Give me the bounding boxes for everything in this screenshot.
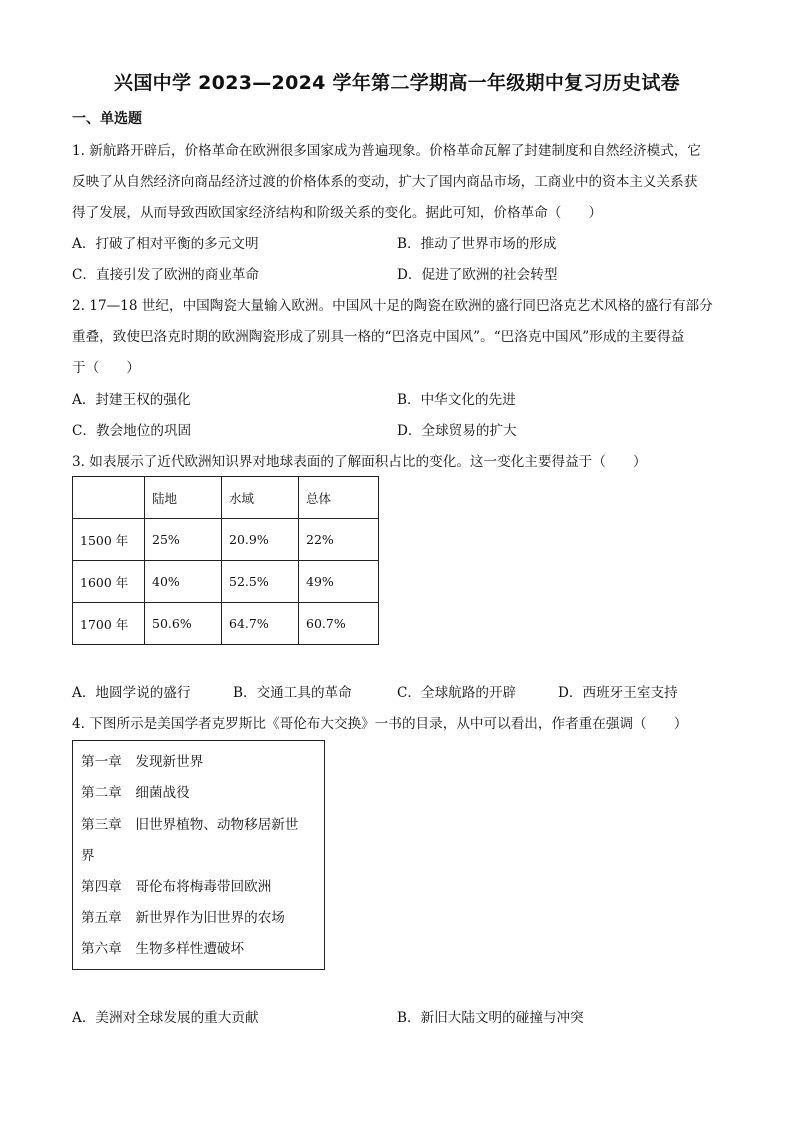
table-header-cell: 水域 bbox=[222, 477, 299, 519]
q1-option-d: D．促进了欧洲的社会转型 bbox=[397, 267, 558, 283]
q1-option-a: A．打破了相对平衡的多元文明 bbox=[72, 236, 259, 252]
table-header-cell: 陆地 bbox=[145, 477, 222, 519]
table-cell: 49% bbox=[299, 561, 379, 603]
toc-entry: 第一章 发现新世界 bbox=[81, 754, 204, 770]
table-row bbox=[73, 561, 379, 603]
toc-entry: 第四章 哥伦布将梅毒带回欧洲 bbox=[81, 879, 272, 895]
knowledge-area-table bbox=[72, 476, 379, 645]
q2-option-c: C．教会地位的巩固 bbox=[72, 423, 192, 439]
section-heading: 一、单选题 bbox=[72, 111, 142, 127]
q1-stem-line-3: 得了发展，从而导致西欧国家经济结构和阶级关系的变化。据此可知，价格革命（ ） bbox=[72, 205, 603, 221]
exam-title: 兴国中学 2023—2024 学年第二学期高一年级期中复习历史试卷 bbox=[114, 72, 680, 94]
table-cell: 60.7% bbox=[299, 603, 379, 645]
q3-option-a: A．地圆学说的盛行 bbox=[72, 685, 191, 701]
q2-option-d: D．全球贸易的扩大 bbox=[397, 423, 517, 439]
toc-entry: 第六章 生物多样性遭破坏 bbox=[81, 941, 245, 957]
table-header-cell bbox=[73, 477, 145, 519]
q2-stem-line-3: 于（ ） bbox=[72, 360, 140, 376]
table-cell: 20.9% bbox=[222, 519, 299, 561]
q1-stem-line-2: 反映了从自然经济向商品经济过渡的价格体系的变动，扩大了国内商品市场，工商业中的资本主义关系获 bbox=[72, 174, 698, 190]
table-cell: 40% bbox=[145, 561, 222, 603]
toc-entry: 第三章 旧世界植物、动物移居新世 bbox=[81, 817, 299, 833]
table-header-cell: 总体 bbox=[299, 477, 379, 519]
toc-entry: 界 bbox=[81, 848, 95, 864]
q3-option-b: B．交通工具的革命 bbox=[233, 685, 352, 701]
q3-option-d: D．西班牙王室支持 bbox=[558, 685, 678, 701]
q2-stem-line-2: 重叠，致使巴洛克时期的欧洲陶瓷形成了别具一格的“巴洛克中国风”。“巴洛克中国风”形成的主要得益 bbox=[72, 329, 685, 345]
table-cell: 64.7% bbox=[222, 603, 299, 645]
table-header-row bbox=[73, 477, 379, 519]
q1-option-c: C．直接引发了欧洲的商业革命 bbox=[72, 267, 260, 283]
q1-option-b: B．推动了世界市场的形成 bbox=[397, 236, 557, 252]
table-row bbox=[73, 603, 379, 645]
toc-entry: 第五章 新世界作为旧世界的农场 bbox=[81, 910, 285, 926]
q1-stem-line-1: 1. 新航路开辟后，价格革命在欧洲很多国家成为普遍现象。价格革命瓦解了封建制度和自然经济模式，它 bbox=[72, 143, 702, 159]
q2-stem-line-1: 2. 17—18 世纪，中国陶瓷大量输入欧洲。中国风十足的陶瓷在欧洲的盛行同巴洛克艺术风格的盛行有部分 bbox=[72, 298, 713, 314]
q2-option-b: B．中华文化的先进 bbox=[397, 392, 516, 408]
table-cell: 25% bbox=[145, 519, 222, 561]
q3-stem: 3. 如表展示了近代欧洲知识界对地球表面的了解面积占比的变化。这一变化主要得益于（ ） bbox=[72, 454, 647, 470]
table-cell: 1700 年 bbox=[73, 603, 145, 645]
q2-option-a: A．封建王权的强化 bbox=[72, 392, 191, 408]
q4-stem: 4. 下图所示是美国学者克罗斯比《哥伦布大交换》一书的目录，从中可以看出，作者重在强调（ ） bbox=[72, 716, 688, 732]
table-cell: 1600 年 bbox=[73, 561, 145, 603]
book-contents-box bbox=[72, 740, 325, 970]
table-cell: 1500 年 bbox=[73, 519, 145, 561]
table-row bbox=[73, 519, 379, 561]
toc-entry: 第二章 细菌战役 bbox=[81, 785, 190, 801]
table-cell: 50.6% bbox=[145, 603, 222, 645]
table-cell: 22% bbox=[299, 519, 379, 561]
q4-option-a: A．美洲对全球发展的重大贡献 bbox=[72, 1010, 259, 1026]
table-cell: 52.5% bbox=[222, 561, 299, 603]
q4-option-b: B．新旧大陆文明的碰撞与冲突 bbox=[397, 1010, 584, 1026]
q3-option-c: C．全球航路的开辟 bbox=[397, 685, 517, 701]
